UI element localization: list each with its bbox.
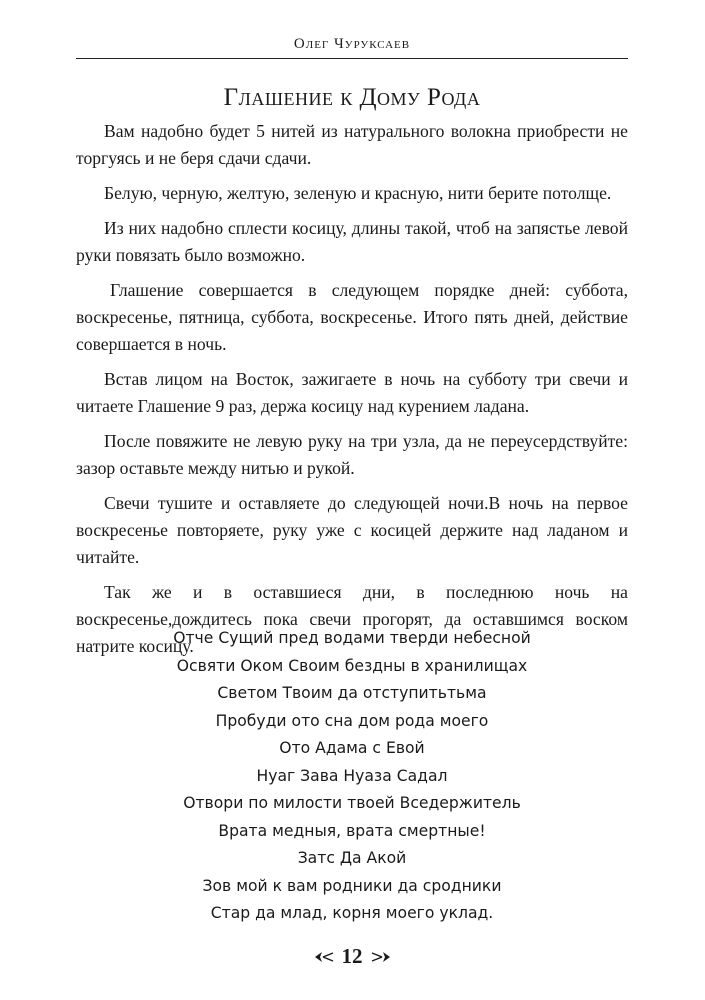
incantation-verse — [76, 625, 628, 928]
verse-line: Светом Твоим да отступитьтьма — [217, 684, 487, 702]
paragraph: Глашение совершается в следующем порядке дней: суббота, воскресенье, пятница, суббота, воскресенье. Итого пять дней, действие совершается в ночь. — [76, 280, 628, 354]
section-title: Глашение к Дому Рода — [223, 84, 481, 111]
verse-line: Врата медныя, врата смертные! — [218, 821, 486, 840]
verse-line: Нуаг Зава Нуаза Садал — [256, 766, 448, 785]
paragraph: После повяжите не левую руку на три узла, да не переусердствуйте: зазор оставьте между нитью и рукой. — [76, 431, 628, 478]
author-name: Олег Чуруксаев — [293, 36, 411, 52]
verse-line: Отвори по милости твоей Вседержитель — [183, 794, 521, 812]
verse-line: Затс Да Акой — [297, 849, 407, 867]
verse-line: Зов мой к вам родники да сродники — [202, 876, 502, 895]
verse-line: Ото Адама с Евой — [279, 739, 425, 757]
paragraph: Вам надобно будет 5 нитей из натурального волокна приобрести не торгуясь и не беря сдачи сдачи. — [76, 121, 628, 168]
page-number: 12 — [341, 944, 363, 968]
paragraph: Свечи тушите и оставляете до следующей ночи.В ночь на первое воскресенье повторяете, руку уже с косицей держите над ладаном и читайте. — [76, 493, 628, 567]
verse-line: Отче Сущий пред водами тверди небесной — [173, 629, 531, 647]
verse-line: Стар да млад, корня моего уклад. — [210, 904, 494, 922]
paragraph: Из них надобно сплести косицу, длины такой, чтоб на запястье левой руки повязать было возможно. — [76, 218, 628, 265]
verse-line: Освяти Оком Своим бездны в хранилищах — [176, 656, 528, 675]
paragraph: Встав лицом на Восток, зажигаете в ночь на субботу три свечи и читаете Глашение 9 раз, держа косицу над курением ладана. — [76, 369, 628, 416]
left-ornament-icon — [314, 950, 334, 964]
running-header — [76, 30, 628, 59]
body-text — [76, 118, 628, 668]
page-footer — [76, 944, 628, 969]
paragraph: Так же и в оставшиеся дни, в последнюю ночь на воскресенье,дождитесь пока свечи прогорят, да оставшимся воском натрите косицу. — [76, 582, 628, 656]
right-ornament-icon — [371, 950, 391, 964]
verse-line: Пробуди ото сна дом рода моего — [215, 711, 489, 730]
paragraph: Белую, черную, желтую, зеленую и красную, нити берите потолще. — [104, 183, 612, 203]
